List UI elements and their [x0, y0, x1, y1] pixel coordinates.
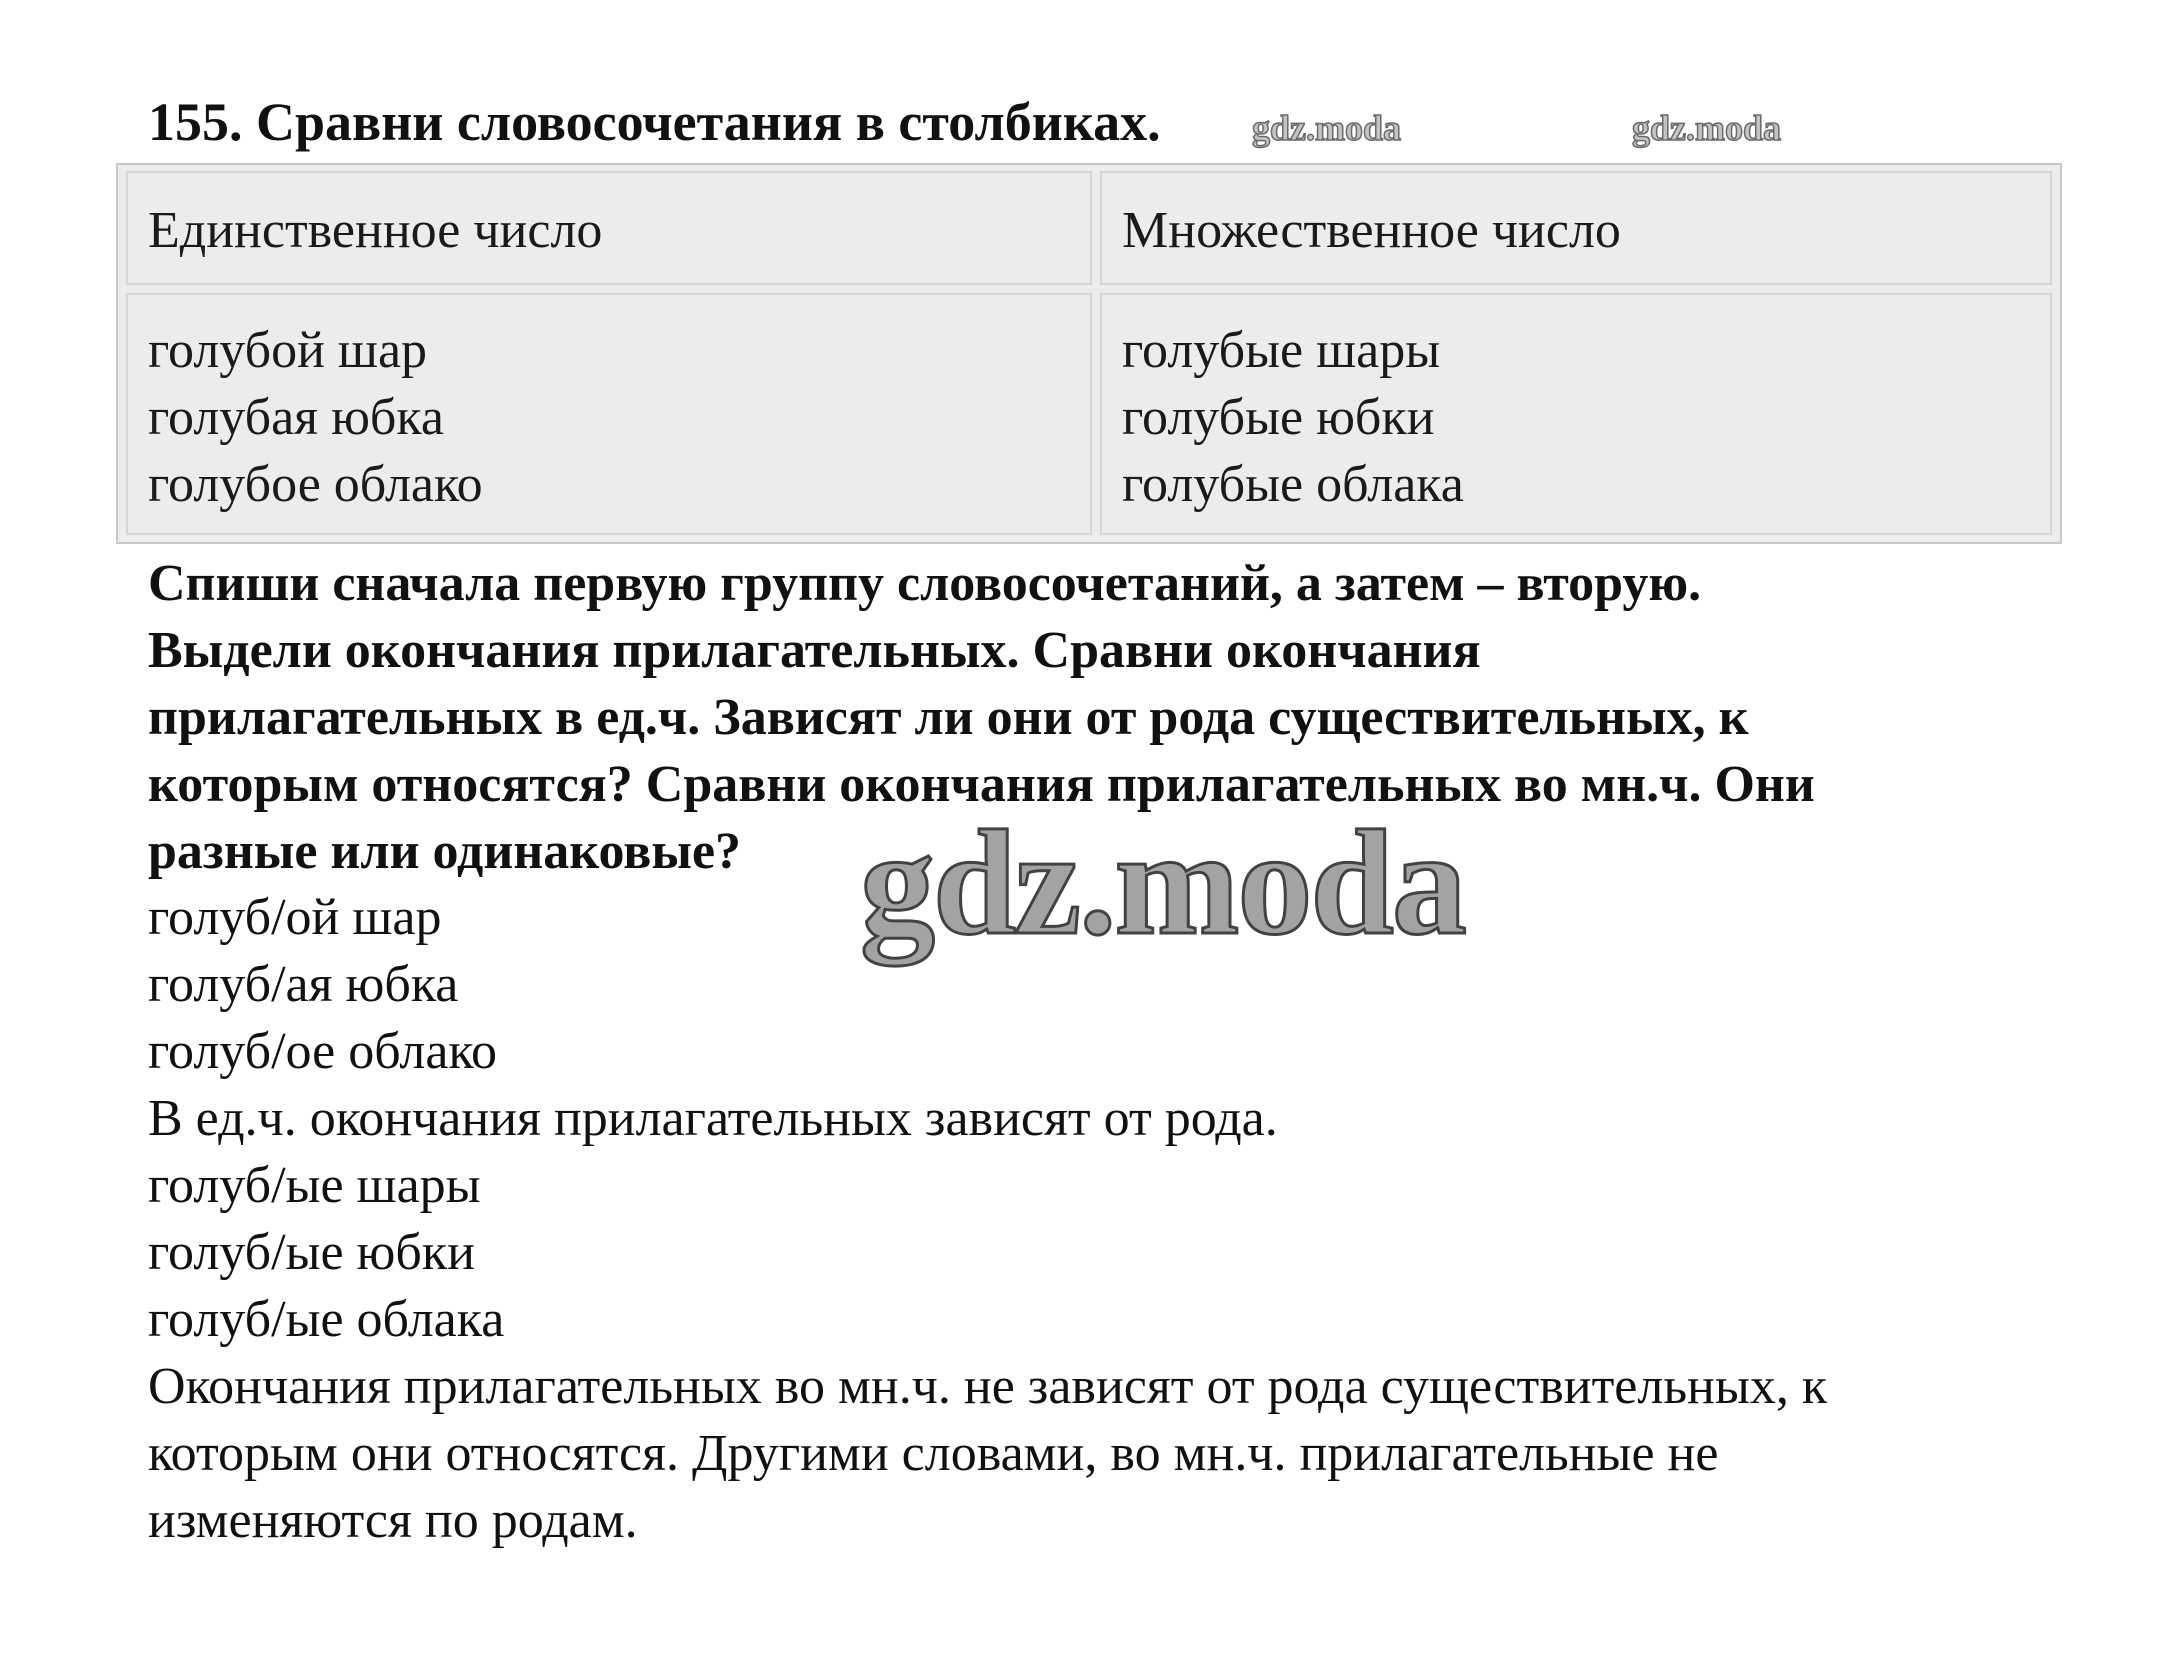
- answer-line: голуб/ые юбки: [148, 1224, 475, 1281]
- task-line: прилагательных в ед.ч. Зависят ли они от рода существительных, к: [148, 689, 1749, 746]
- table-row: голубые шары: [1122, 322, 1441, 379]
- task-line: Выдели окончания прилагательных. Сравни окончания: [148, 622, 1481, 679]
- answer-line: которым они относятся. Другими словами, во мн.ч. прилагательные не: [148, 1425, 1719, 1482]
- watermark-small: gdz.moda: [1632, 108, 1782, 148]
- table-row: голубая юбка: [148, 389, 444, 446]
- table-header-plural: Множественное число: [1100, 171, 2052, 285]
- task-line: которым относятся? Сравни окончания прилагательных во мн.ч. Они: [148, 756, 1815, 813]
- answer-line: голуб/ые шары: [148, 1157, 481, 1214]
- comparison-table: [116, 163, 2062, 544]
- answer-line: В ед.ч. окончания прилагательных зависят от рода.: [148, 1090, 1278, 1147]
- answer-line: изменяются по родам.: [148, 1492, 638, 1549]
- table-row: голубой шар: [148, 322, 428, 379]
- table-row: голубые облака: [1122, 456, 1464, 513]
- watermark-large: gdz.moda: [860, 800, 1465, 966]
- watermark-small: gdz.moda: [1252, 108, 1402, 148]
- answer-line: голуб/ое облако: [148, 1023, 498, 1080]
- answer-line: голуб/ые облака: [148, 1291, 505, 1348]
- table-header-singular: Единственное число: [126, 171, 1092, 285]
- answer-text: [148, 884, 2108, 1554]
- answer-line: голуб/ая юбка: [148, 956, 459, 1013]
- table-row: голубые юбки: [1122, 389, 1435, 446]
- exercise-title: 155. Сравни словосочетания в столбиках.: [148, 92, 1161, 152]
- answer-line: голуб/ой шар: [148, 889, 442, 946]
- table-cell-singular: [126, 293, 1092, 535]
- table-cell-plural: [1100, 293, 2052, 535]
- table-row: голубое облако: [148, 456, 483, 513]
- task-line: разные или одинаковые?: [148, 823, 742, 880]
- task-line: Спиши сначала первую группу словосочетаний, а затем – вторую.: [148, 555, 1702, 612]
- answer-line: Окончания прилагательных во мн.ч. не зависят от рода существительных, к: [148, 1358, 1828, 1415]
